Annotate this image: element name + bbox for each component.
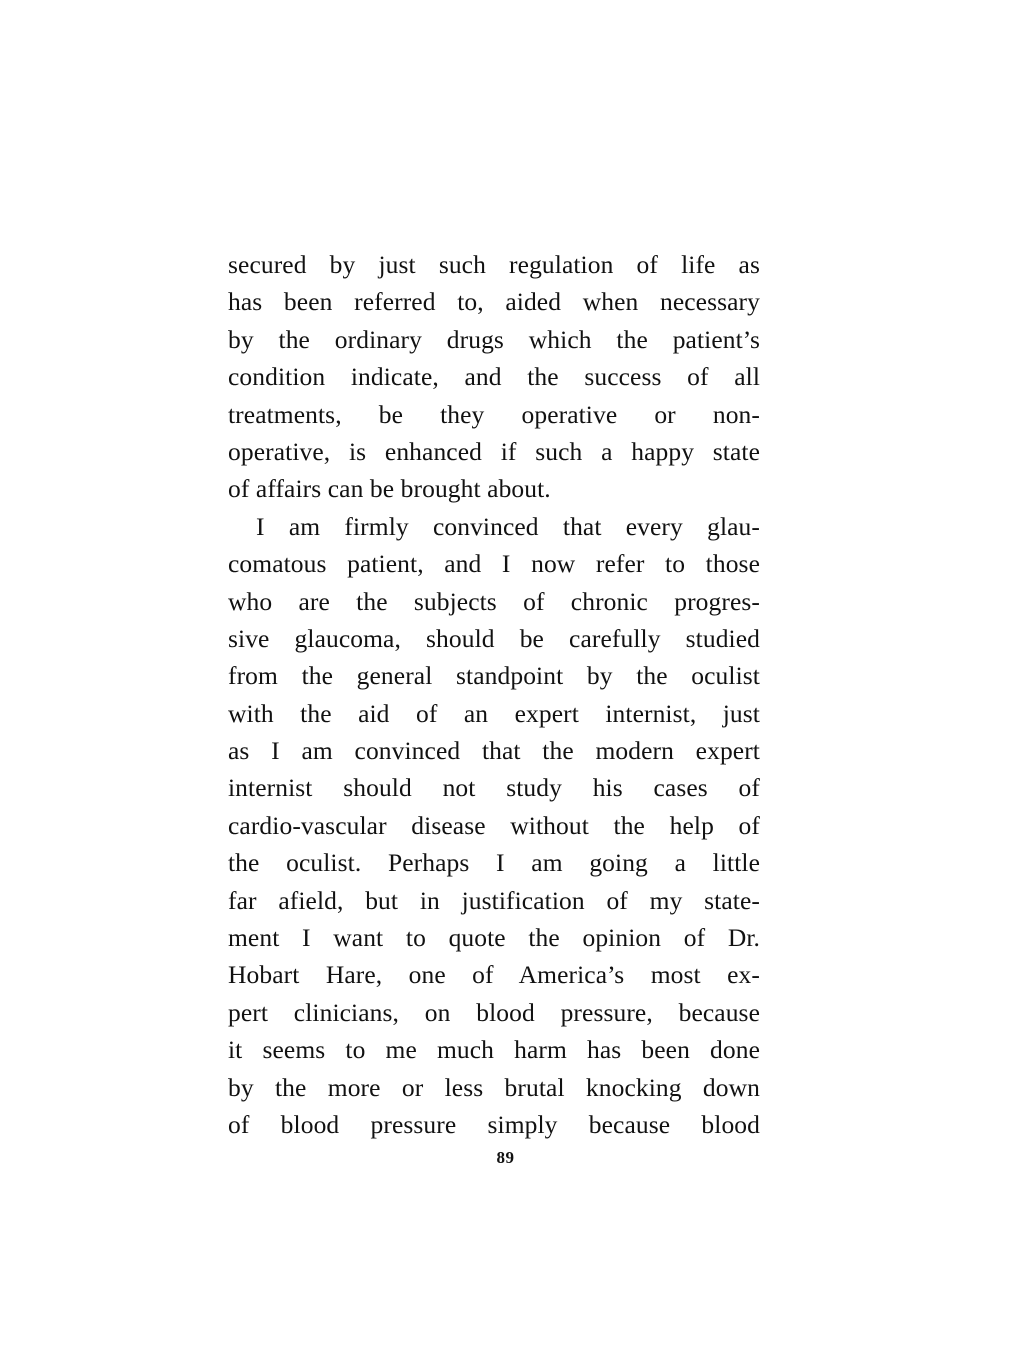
text-line: I am firmly convinced that every glau- xyxy=(256,511,760,541)
text-line: ment I want to quote the opinion of Dr. xyxy=(228,923,760,953)
paragraph xyxy=(228,508,760,1144)
text-line: sive glaucoma, should be carefully studied xyxy=(228,623,760,653)
text-line: by the ordinary drugs which the patient’s xyxy=(228,324,760,354)
text-line: Hobart Hare, one of America’s most ex- xyxy=(228,960,760,990)
text-line: condition indicate, and the success of all xyxy=(228,362,760,392)
text-line: as I am convinced that the modern expert xyxy=(228,736,760,766)
text-line: who are the subjects of chronic progres- xyxy=(228,586,760,616)
text-line: comatous patient, and I now refer to those xyxy=(228,549,760,579)
text-line: from the general standpoint by the oculist xyxy=(228,661,760,691)
text-line: by the more or less brutal knocking down xyxy=(228,1072,760,1102)
text-line: far afield, but in justification of my state- xyxy=(228,885,760,915)
text-line: cardio-vascular disease without the help of xyxy=(228,810,760,840)
text-line: has been referred to, aided when necessary xyxy=(228,287,760,317)
text-line: internist should not study his cases of xyxy=(228,773,760,803)
text-line: treatments, be they operative or non- xyxy=(228,399,760,429)
text-line: with the aid of an expert internist, just xyxy=(228,698,760,728)
body-text xyxy=(228,246,760,1143)
text-line: secured by just such regulation of life as xyxy=(228,250,760,279)
text-line: pert clinicians, on blood pressure, because xyxy=(228,997,760,1027)
paragraph xyxy=(228,246,760,508)
text-line: operative, is enhanced if such a happy state xyxy=(228,436,760,466)
page-number: 89 xyxy=(496,1148,515,1167)
text-line: it seems to me much harm has been done xyxy=(228,1035,760,1065)
text-line: the oculist. Perhaps I am going a little xyxy=(228,848,760,878)
text-line: of affairs can be brought about. xyxy=(228,474,551,504)
text-line: of blood pressure simply because blood xyxy=(228,1109,760,1139)
